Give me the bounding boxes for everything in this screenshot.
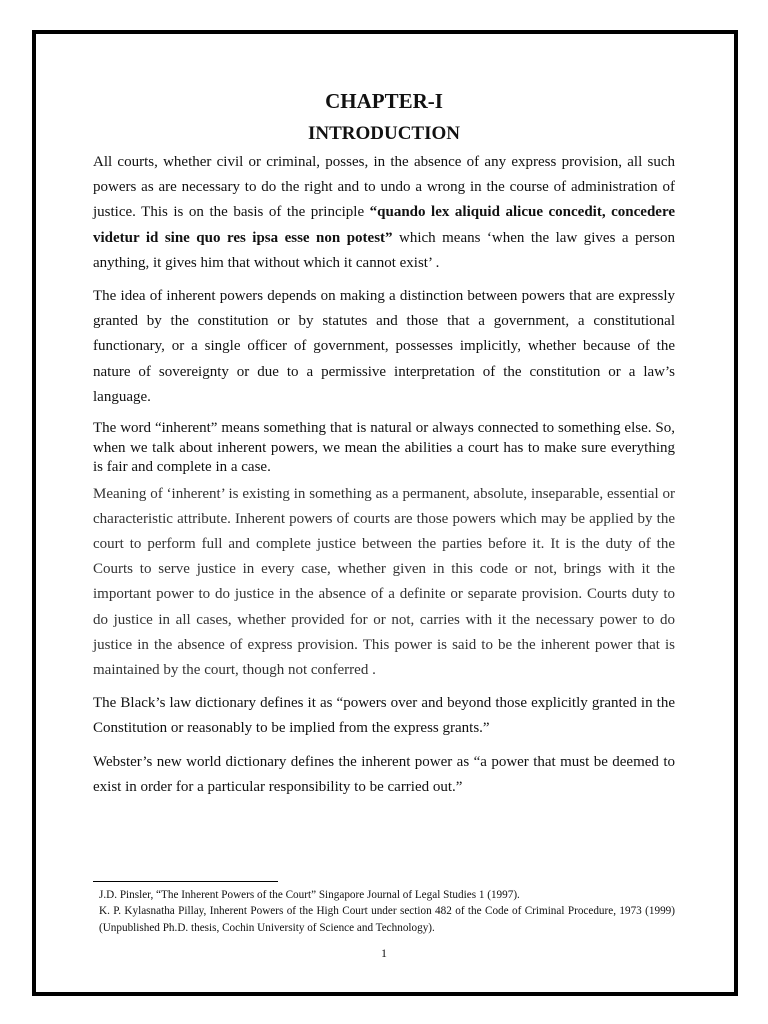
paragraph-3: The word “inherent” means something that is natural or always connected to something else. So, when we talk about inherent powers, we mean the abilities a court has to make sure everything is fair and complete in a case.	[93, 420, 675, 476]
paragraph-1-text-a: All courts, whether civil or criminal, posses, in the absence of any express provision, all such powers as are necessary to do the right and to undo a wrong in the course of administration of justice. This is on the basis of the principle	[93, 154, 675, 221]
paragraph-2: The idea of inherent powers depends on making a distinction between powers that are expressly granted by the constitution or by statutes and those that a government, a constitutional functionary, or a single officer of government, possesses implicitly, whether because of the nature of sovereignty or due to a permissive interpretation of the constitution or a law’s language.	[93, 288, 675, 405]
latin-maxim: “quando lex aliquid alicue concedit, concedere videtur id sine quo res ipsa esse non potest”	[93, 204, 675, 246]
footnote-2: K. P. Kylasnatha Pillay, Inherent Powers of the High Court under section 482 of the Code of Criminal Procedure, 1973 (1999) (Unpublished Ph.D. thesis, Cochin University of Science and Technology).	[99, 905, 675, 934]
paragraph-4: Meaning of ‘inherent’ is existing in something as a permanent, absolute, inseparable, essential or characteristic attribute. Inherent powers of courts are those powers which may be applied by the court to perform full and complete justice between the parties before it. It is the duty of the Courts to serve justice in every case, whether given in this code or not, brings with it the important power to do justice in the absence of a definite or separate provision. Courts duty to do justice in all cases, whether provided for or not, carries with it the necessary power to do justice in the absence of express provision. This power is said to be the inherent power that is maintained by the court, though not conferred .	[93, 485, 675, 678]
page-number: 1	[381, 946, 387, 960]
paragraph-1	[93, 150, 675, 276]
paragraph-5: The Black’s law dictionary defines it as “powers over and beyond those explicitly granted in the Constitution or reasonably to be implied from the express grants.”	[93, 695, 675, 737]
paragraph-1-text-b: which means ‘when the law gives a person anything, it gives him that without which it cannot exist’ .	[93, 229, 675, 271]
footnote-separator	[93, 881, 278, 882]
paragraph-6: Webster’s new world dictionary defines the inherent power as “a power that must be deemed to exist in order for a particular responsibility to be carried out.”	[93, 753, 675, 795]
footnotes	[93, 887, 675, 936]
section-title: INTRODUCTION	[307, 123, 461, 144]
footnote-1: J.D. Pinsler, “The Inherent Powers of the Court” Singapore Journal of Legal Studies 1 (1997).	[99, 889, 520, 901]
document-body	[93, 88, 675, 800]
chapter-heading: CHAPTER-I	[325, 89, 443, 113]
